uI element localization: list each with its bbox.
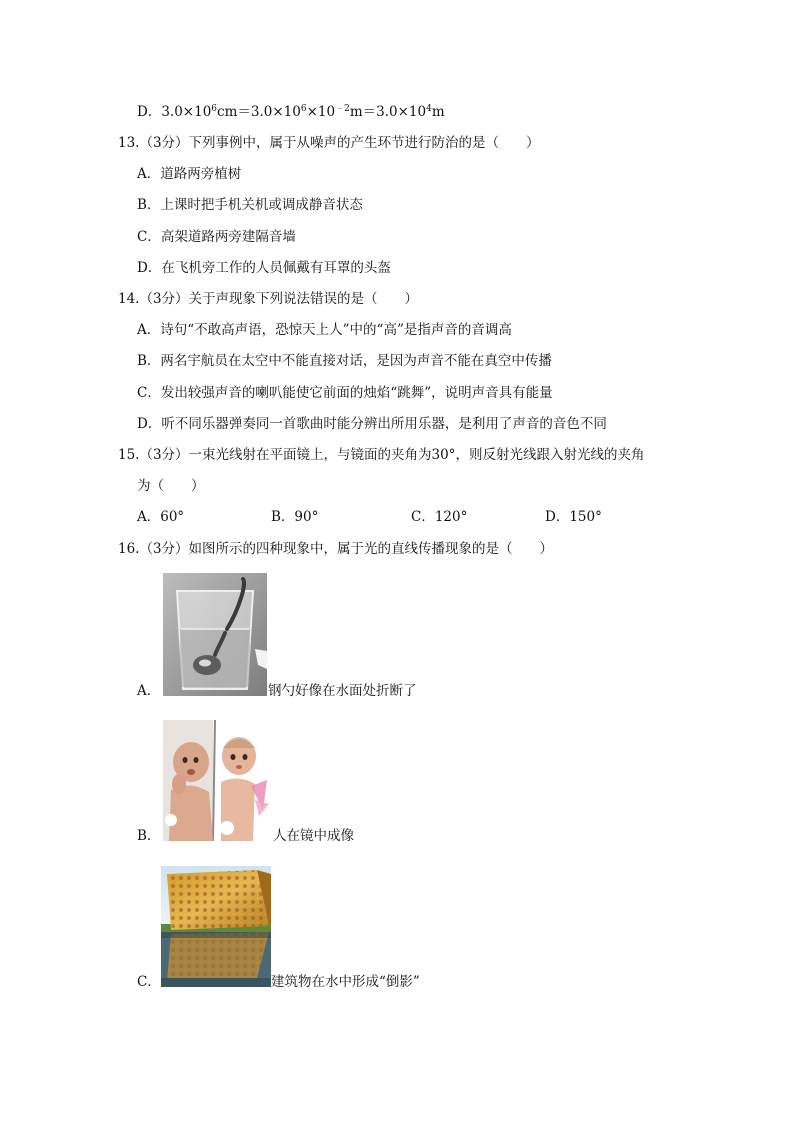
q16-figure-b-caption: 人在镜中成像 <box>273 828 354 844</box>
baby-mirror-image <box>163 720 271 841</box>
q15-stem-line1: 15.（3分）一束光线射在平面镜上，与镜面的夹角为30°，则反射光线跟入射光线的夹角 <box>118 447 645 463</box>
q16-figure-b-letter: B． <box>137 828 161 844</box>
q16-figure-a-caption: 钢勺好像在水面处折断了 <box>268 683 417 699</box>
q15-stem-line2: 为（ ） <box>137 478 205 494</box>
q12-option-d: D．$3.0\times 10^6cm=3.0\times 10^6\times 10^{﹣2}m=3.0\times 10^4m$ <box>137 104 445 120</box>
q16-figure-a-letter: A． <box>137 683 161 699</box>
q14-option-a: A．诗句“不敢高声语，恐惊天上人”中的“高”是指声音的音调高 <box>137 322 512 338</box>
q15-option-b: B．90° <box>271 509 319 525</box>
q13-option-c: C．高架道路两旁建隔音墙 <box>137 229 296 245</box>
q13-option-a: A．道路两旁植树 <box>137 166 242 182</box>
q13-stem: 13.（3分）下列事例中，属于从噪声的产生环节进行防治的是（ ） <box>118 135 540 151</box>
q15-options <box>0 507 794 527</box>
q16-figure-c-caption: 建筑物在水中形成“倒影” <box>271 974 420 990</box>
q14-option-b: B．两名宇航员在太空中不能直接对话，是因为声音不能在真空中传播 <box>137 353 552 369</box>
q14-option-d: D．听不同乐器弹奏同一首歌曲时能分辨出所用乐器，是利用了声音的音色不同 <box>137 416 607 432</box>
q16-stem: 16.（3分）如图所示的四种现象中，属于光的直线传播现象的是（ ） <box>118 541 554 557</box>
q14-stem: 14.（3分）关于声现象下列说法错误的是（ ） <box>118 291 419 307</box>
q15-option-a: A．60° <box>137 509 185 525</box>
q15-option-c: C．120° <box>411 509 468 525</box>
q16-figure-c-letter: C． <box>137 974 161 990</box>
building-reflection-image <box>161 866 271 987</box>
q15-option-d: D．150° <box>545 509 602 525</box>
q13-option-d: D．在飞机旁工作的人员佩戴有耳罩的头盔 <box>137 260 391 276</box>
q13-option-b: B．上课时把手机关机或调成静音状态 <box>137 197 363 213</box>
spoon-in-glass-image <box>163 573 267 696</box>
q14-option-c: C．发出较强声音的喇叭能使它前面的烛焰“跳舞”，说明声音具有能量 <box>137 385 553 401</box>
